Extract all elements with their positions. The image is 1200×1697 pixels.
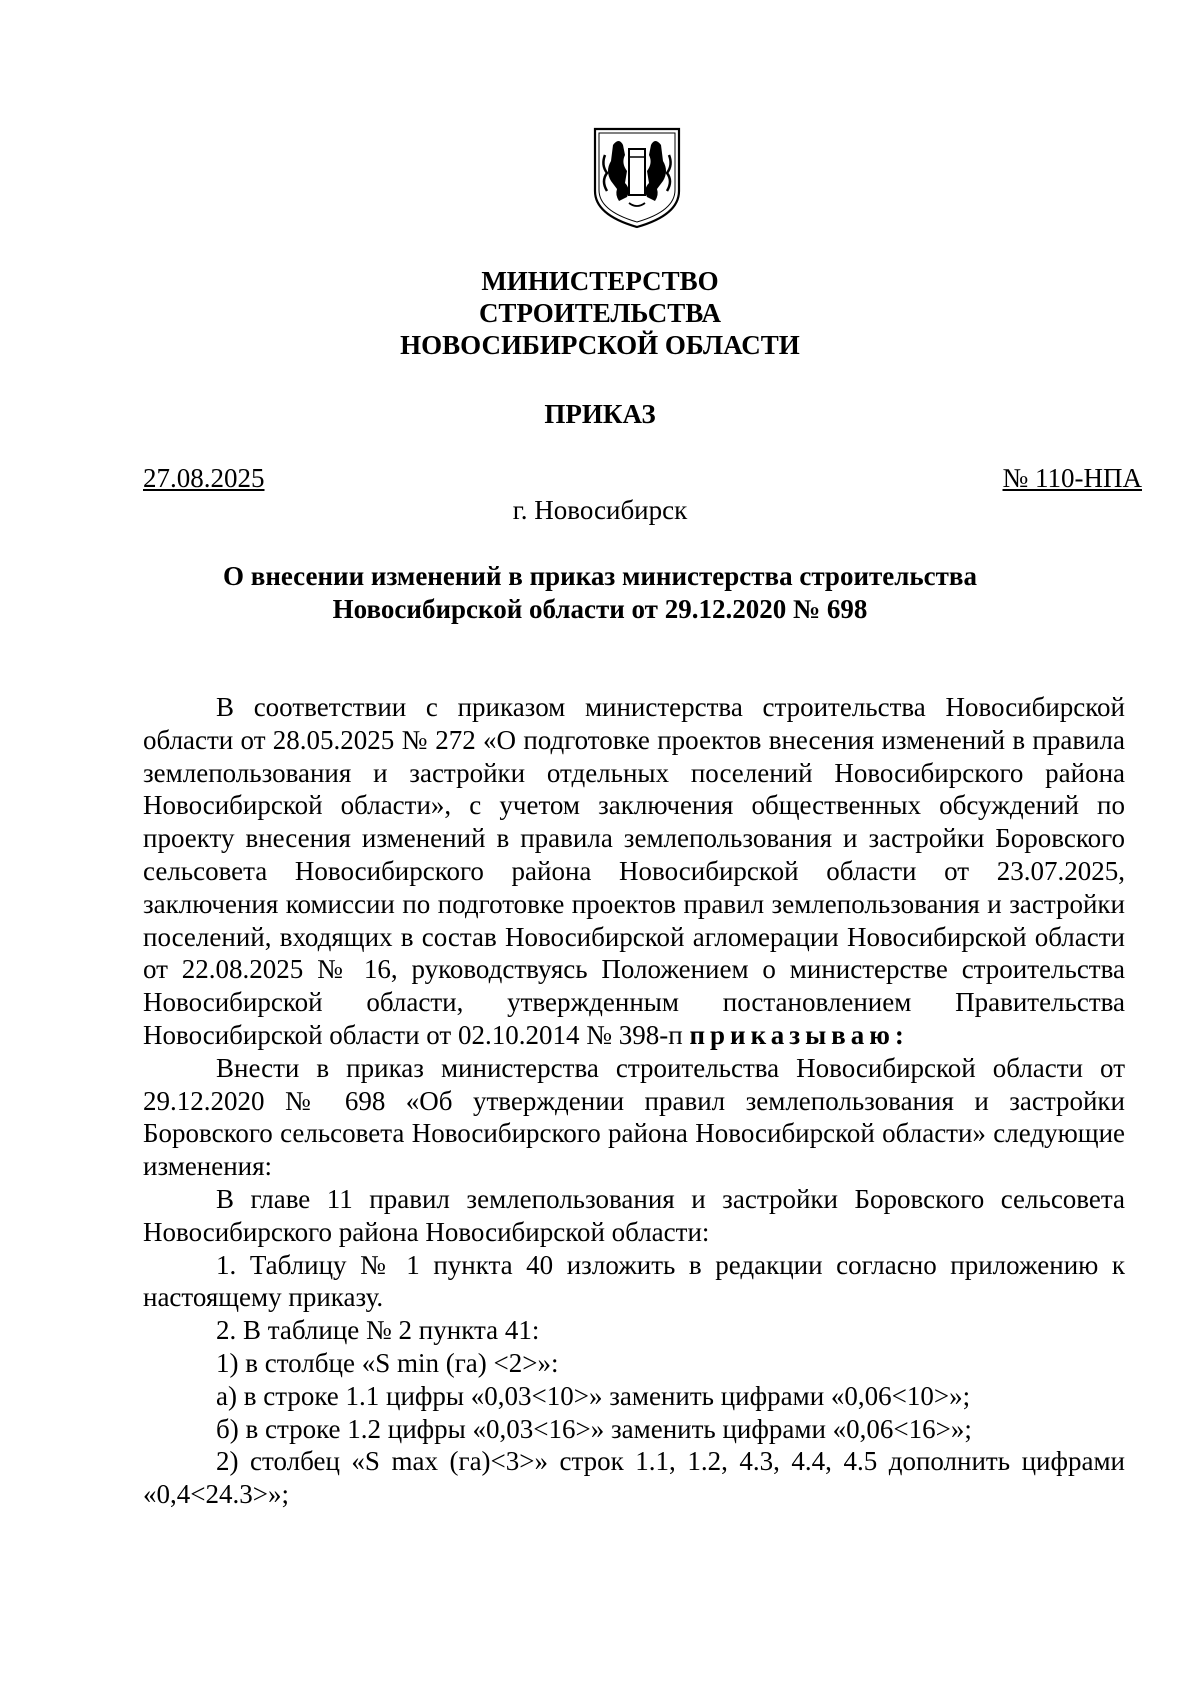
document-type: ПРИКАЗ [544,399,656,429]
subject-line: О внесении изменений в приказ министерства строительства [222,561,978,591]
ministry-line: МИНИСТЕРСТВО [481,266,719,296]
paragraph: б) в строке 1.2 цифры «0,03<16>» заменить цифрами «0,06<16>»; [216,1413,972,1444]
paragraph: Внести в приказ министерства строительства Новосибирской области от 29.12.2020 № 698 «Об утверждении правил землепользования и застройки Боровского сельсовета Новосибирского района Новосибирской области» следующие изменения: [143,1052,1125,1182]
document-date: 27.08.2025 [143,463,265,493]
order-keyword: приказываю: [689,1019,909,1050]
document-body [143,691,1125,1511]
ministry-name [0,265,1200,361]
paragraph: 1. Таблицу № 1 пункта 40 изложить в редакции согласно приложению к настоящему приказу. [143,1249,1125,1313]
document-city: г. Новосибирск [512,495,688,525]
paragraph: 2) столбец «S max (га)<3>» строк 1.1, 1.2, 4.3, 4.4, 4.5 дополнить цифрами «0,4<24.3>»; [143,1446,1125,1510]
paragraph: 2. В таблице № 2 пункта 41: [216,1315,540,1346]
ministry-line: СТРОИТЕЛЬСТВА [478,298,722,328]
document-subject [0,560,1200,626]
document-number: № 110-НПА [1002,463,1142,493]
paragraph-preamble [143,691,1125,1052]
preamble-text: В соответствии с приказом министерства строительства Новосибирской области от 28.05.2025 № 272 «О подготовке проектов внесения изменений в правила землепользования и застройки отдельных поселений Новосибирского района Новосибирской области», с учетом заключения общественных обсуждений по проекту внесения изменений в правила землепользования и застройки Боровского сельсовета Новосибирского района Новосибирской области от 23.07.2025, заключения комиссии по подготовке проектов правил землепользования и застройки поселений, входящих в состав Новосибирской агломерации Новосибирской области от 22.08.2025 № 16, руководствуясь Положением о министерстве строительства Новосибирской области, утвержденным постановлением Правительства Новосибирской области от 02.10.2014 № 398-п [143,692,1125,1050]
ministry-line: НОВОСИБИРСКОЙ ОБЛАСТИ [400,330,800,360]
subject-line: Новосибирской области от 29.12.2020 № 698 [332,594,868,624]
coat-of-arms-icon [591,125,683,231]
paragraph: 1) в столбце «S min (га) <2>»: [216,1347,559,1378]
paragraph: В главе 11 правил землепользования и застройки Боровского сельсовета Новосибирского района Новосибирской области: [143,1183,1125,1247]
paragraph: а) в строке 1.1 цифры «0,03<10>» заменить цифрами «0,06<10>»; [216,1380,971,1411]
